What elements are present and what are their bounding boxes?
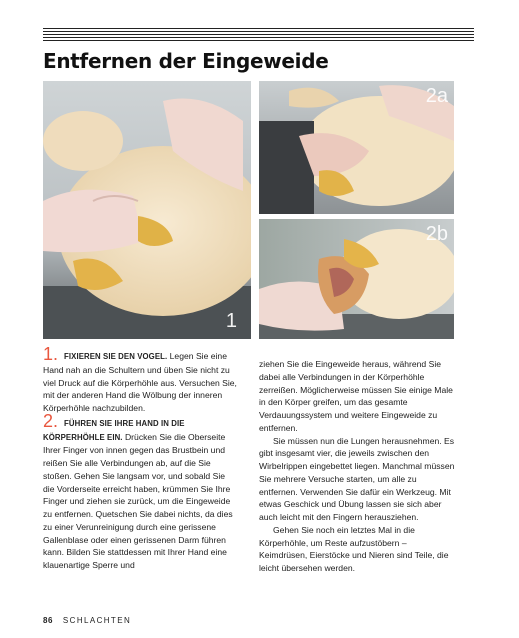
step-1 [43, 344, 238, 415]
step-1-body: Legen Sie eine Hand nah an die Schultern und üben Sie nicht zu viel Druck auf die Körperhöhle aus. Versuchen Sie, mit der anderen Hand die Wölbung der inneren Körperhöhle nachzubilden. [43, 351, 237, 413]
photo-1-label: 1 [225, 310, 237, 332]
right-text-column [259, 358, 455, 575]
step-2-heading: FÜHREN SIE IHRE HAND IN DIE KÖRPERHÖHLE EIN. [43, 418, 185, 442]
photo-1-fixing-bird [43, 81, 251, 339]
page-footer [43, 616, 131, 625]
right-paragraph-2: Sie müssen nun die Lungen herausnehmen. Es gibt insgesamt vier, die jeweils zwischen den Wirbelrippen eingebettet liegen. Manchmal müssen Sie mehrere Versuche starten, um alle zu entfernen. Verwenden Sie dafür ein Werkzeug. Mit etwas Geschick und Übung lassen sie sich aber auch leicht mit den Fingern herausziehen. [259, 435, 455, 522]
step-2-body: Drücken Sie die Oberseite Ihrer Finger von innen gegen das Brustbein und reißen Sie alle Verbindungen ab, auf die Sie stoßen. Gehen Sie langsam vor, und sobald Sie die Vorderseite erreicht haben, krümmen Sie Ihre Finger und ziehen sie zurück, um die Eingeweide zu entfernen. Quetschen Sie dabei nichts, da dies zu einer Verunreinigung durch eine gerissene Gallenblase oder einen gerissenen Darm führen kann. Bilden Sie stattdessen mit Ihrer Hand eine klauenartige Sperre und [43, 431, 233, 570]
header-rule-band [43, 28, 474, 42]
right-paragraph-1: ziehen Sie die Eingeweide heraus, während Sie dabei alle Verbindungen in der Körperhöhle zerreißen. Möglicherweise müssen Sie einige Male in den Körper greifen, um das gesamte Verdauungssystem und weitere Eingeweide zu entfernen. [259, 359, 453, 433]
photo-2a-illustration [259, 81, 454, 214]
photo-2b-removing-entrails [259, 219, 454, 339]
left-text-column [43, 344, 238, 572]
step-1-heading: FIXIEREN SIE DEN VOGEL. [64, 352, 168, 361]
step-2-number: 2. [43, 410, 59, 431]
step-1-number: 1. [43, 344, 59, 364]
page-number: 86 [43, 616, 53, 625]
step-2 [43, 410, 238, 572]
photo-2b-illustration [259, 219, 454, 339]
photo-2b-label: 2b [425, 223, 448, 245]
page-title: Entfernen der Eingeweide [43, 49, 329, 73]
photo-2a-hand-entering [259, 81, 454, 214]
photo-1-illustration [43, 81, 251, 339]
photo-2a-label: 2a [425, 85, 448, 107]
right-paragraph-3: Gehen Sie noch ein letztes Mal in die Körperhöhle, um Reste aufzustöbern – Keimdrüsen, Eierstöcke und Nieren sind Teile, die leicht übersehen werden. [259, 524, 449, 573]
section-name: SCHLACHTEN [62, 616, 132, 625]
